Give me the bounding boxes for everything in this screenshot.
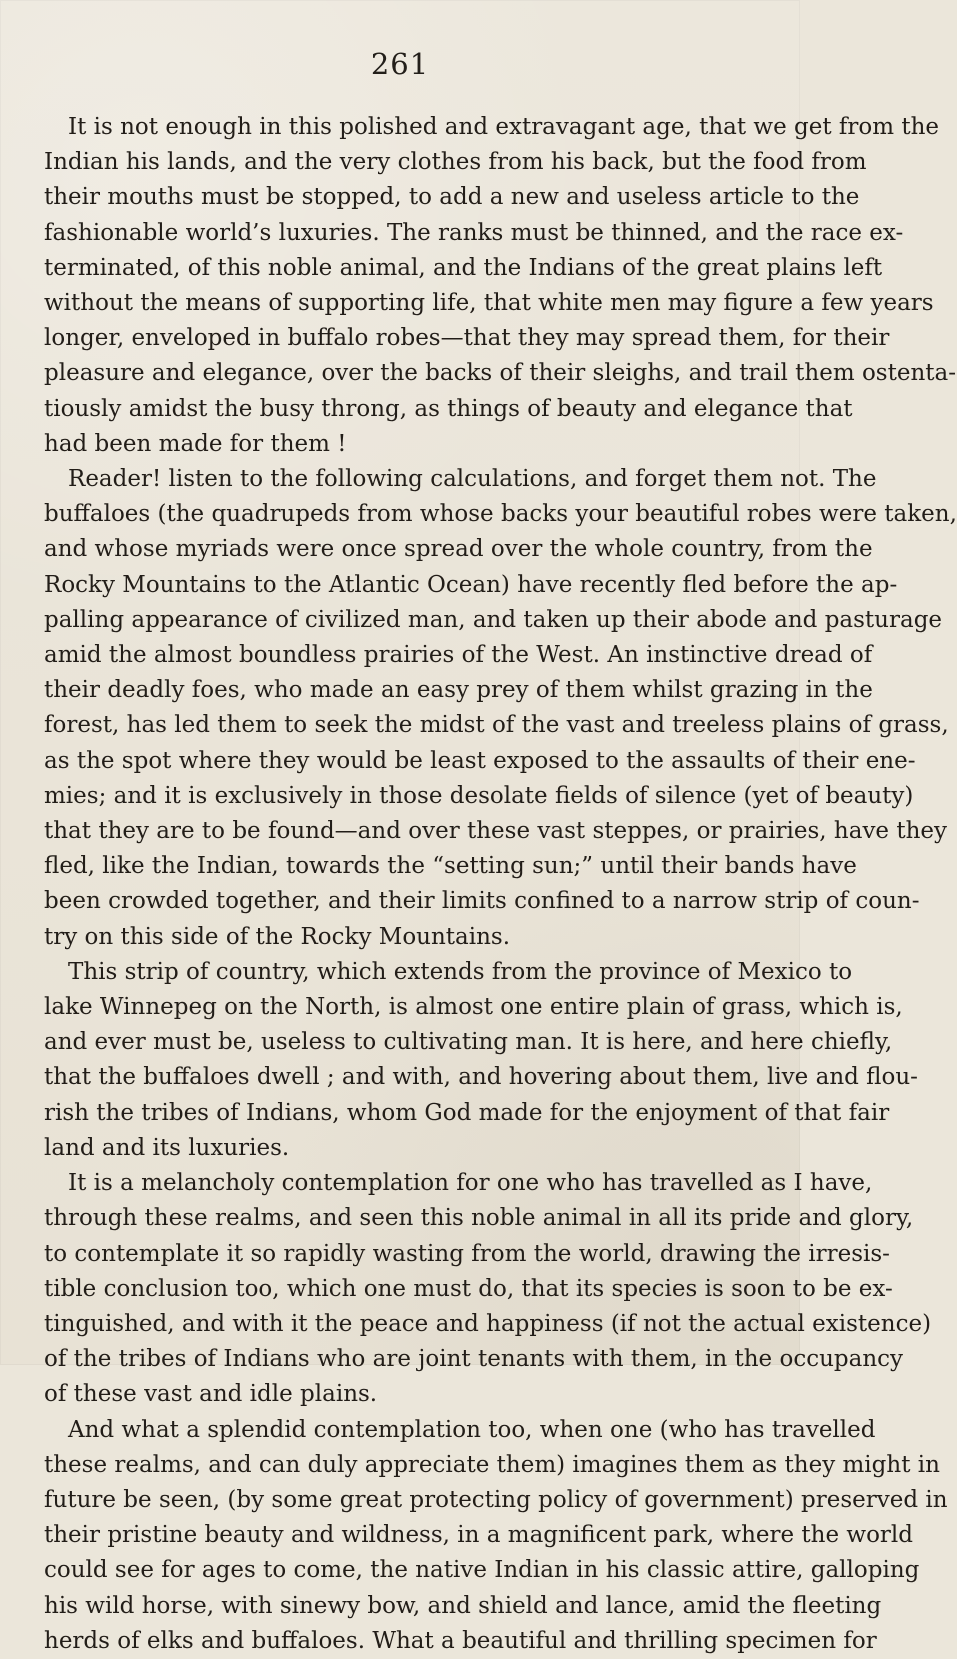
text-line: without the means of supporting life, that white men may figure a few years (44, 290, 934, 317)
text-line: Reader! listen to the following calculations, and forget them not. The (68, 466, 877, 493)
text-line: And what a splendid contemplation too, when one (who has travelled (68, 1416, 876, 1443)
text-line: It is not enough in this polished and extravagant age, that we get from the (68, 114, 940, 140)
text-line: lake Winnepeg on the North, is almost one entire plain of grass, which is, (44, 994, 903, 1021)
page-number: 261 (370, 47, 430, 81)
text-line: land and its luxuries. (44, 1134, 290, 1161)
text-line: terminated, of this noble animal, and the Indians of the great plains left (44, 254, 883, 281)
text-line: This strip of country, which extends from the province of Mexico to (68, 958, 853, 985)
text-line: that they are to be found—and over these vast steppes, or prairies, have they (44, 818, 948, 845)
text-line: and whose myriads were once spread over the whole country, from the (44, 536, 873, 563)
text-line: that the buffaloes dwell ; and with, and hovering about them, live and flou- (44, 1064, 918, 1091)
text-line: Rocky Mountains to the Atlantic Ocean) have recently fled before the ap- (44, 571, 898, 598)
text-line: mies; and it is exclusively in those desolate fields of silence (yet of beauty) (44, 782, 914, 809)
text-line: their deadly foes, who made an easy prey of them whilst grazing in the (44, 677, 873, 704)
text-line: pleasure and elegance, over the backs of their sleighs, and trail them ostenta- (44, 360, 956, 387)
text-line: forest, has led them to seek the midst of the vast and treeless plains of grass, (44, 712, 949, 739)
text-line: his wild horse, with sinewy bow, and shield and lance, amid the fleeting (44, 1592, 882, 1619)
text-line: rish the tribes of Indians, whom God made for the enjoyment of that fair (44, 1099, 890, 1126)
text-line: fled, like the Indian, towards the “setting sun;” until their bands have (44, 853, 857, 880)
text-line: their pristine beauty and wildness, in a magnificent park, where the world (44, 1522, 914, 1549)
text-line: future be seen, (by some great protecting policy of government) preserved in (44, 1486, 948, 1513)
text-line: amid the almost boundless prairies of the West. An instinctive dread of (44, 642, 873, 669)
text-line: tible conclusion too, which one must do, that its species is soon to be ex- (44, 1275, 893, 1302)
text-line: had been made for them ! (44, 430, 347, 457)
text-line: as the spot where they would be least exposed to the assaults of their ene- (44, 747, 916, 774)
text-line: these realms, and can duly appreciate them) imagines them as they might in (44, 1451, 940, 1478)
text-line: their mouths must be stopped, to add a new and useless article to the (44, 184, 860, 211)
text-line: fashionable world’s luxuries. The ranks must be thinned, and the race ex- (44, 219, 904, 246)
text-line: could see for ages to come, the native Indian in his classic attire, galloping (44, 1557, 920, 1584)
text-line: through these realms, and seen this noble animal in all its pride and glory, (44, 1205, 914, 1232)
text-line: of the tribes of Indians who are joint tenants with them, in the occupancy (44, 1346, 904, 1373)
text-line: tinguished, and with it the peace and happiness (if not the actual existence) (44, 1310, 932, 1337)
text-line: of these vast and idle plains. (44, 1381, 378, 1408)
text-line: and ever must be, useless to cultivating man. It is here, and here chiefly, (44, 1029, 893, 1056)
text-line: longer, enveloped in buffalo robes—that they may spread them, for their (44, 325, 890, 352)
text-line: Indian his lands, and the very clothes from his back, but the food from (44, 149, 867, 176)
text-line: try on this side of the Rocky Mountains. (44, 923, 511, 950)
text-line: tiously amidst the busy throng, as things of beauty and elegance that (44, 395, 853, 422)
text-line: to contemplate it so rapidly wasting from the world, drawing the irresis- (44, 1240, 890, 1267)
text-line: palling appearance of civilized man, and taken up their abode and pasturage (44, 606, 943, 633)
page-text (44, 110, 957, 1659)
text-line: herds of elks and buffaloes. What a beautiful and thrilling specimen for (44, 1627, 877, 1654)
text-line: buffaloes (the quadrupeds from whose backs your beautiful robes were taken, (44, 501, 957, 528)
text-line: It is a melancholy contemplation for one who has travelled as I have, (68, 1170, 873, 1197)
text-line: been crowded together, and their limits confined to a narrow strip of coun- (44, 888, 920, 915)
